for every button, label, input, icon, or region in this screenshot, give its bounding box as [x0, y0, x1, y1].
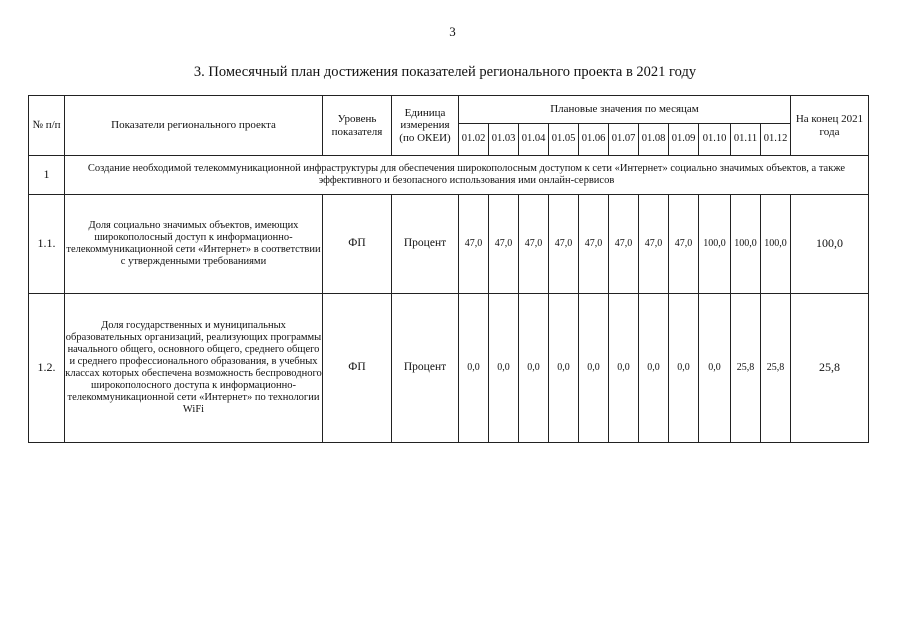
month-value: 100,0: [761, 195, 791, 294]
month-value: 47,0: [459, 195, 489, 294]
month-header: 01.09: [669, 124, 699, 156]
month-value: 0,0: [489, 294, 519, 443]
month-value: 0,0: [579, 294, 609, 443]
month-value: 0,0: [549, 294, 579, 443]
indicator-unit: Процент: [392, 294, 459, 443]
year-end-value: 25,8: [791, 294, 869, 443]
header-indicator: Показатели регионального проекта: [65, 96, 323, 156]
month-header: 01.12: [761, 124, 791, 156]
month-value: 47,0: [669, 195, 699, 294]
month-value: 25,8: [731, 294, 761, 443]
month-value: 47,0: [489, 195, 519, 294]
row-number: 1.2.: [29, 294, 65, 443]
indicator-name: Доля социально значимых объектов, имеющих широкополосный доступ к информационно-телекоммуникационной сети «Интернет» в соответствии с утвержденными требованиями: [65, 195, 323, 294]
month-value: 0,0: [669, 294, 699, 443]
month-value: 47,0: [609, 195, 639, 294]
month-value: 47,0: [519, 195, 549, 294]
month-value: 47,0: [549, 195, 579, 294]
indicators-plan-table: [28, 95, 869, 443]
month-header: 01.07: [609, 124, 639, 156]
indicator-level: ФП: [323, 195, 392, 294]
table-row: [29, 195, 869, 294]
month-value: 25,8: [761, 294, 791, 443]
month-value: 0,0: [459, 294, 489, 443]
month-header: 01.03: [489, 124, 519, 156]
header-monthly-plan: Плановые значения по месяцам: [459, 96, 791, 124]
month-header: 01.05: [549, 124, 579, 156]
table-row: [29, 294, 869, 443]
document-title: 3. Помесячный план достижения показателей регионального проекта в 2021 году: [193, 64, 697, 80]
month-value: 0,0: [609, 294, 639, 443]
month-value: 0,0: [639, 294, 669, 443]
header-year-end: На конец 2021 года: [791, 96, 869, 156]
month-header: 01.04: [519, 124, 549, 156]
month-value: 47,0: [639, 195, 669, 294]
month-value: 100,0: [699, 195, 731, 294]
month-header: 01.06: [579, 124, 609, 156]
header-number: № п/п: [29, 96, 65, 156]
indicator-level: ФП: [323, 294, 392, 443]
indicator-name: Доля государственных и муниципальных образовательных организаций, реализующих программы начального общего, основного общего, среднего общего и среднего профессионального образования, в учебных классах которых обеспечена возможность беспроводного широкополосного доступа к информационно-телекоммуникационной сети «Интернет» по технологии WiFi: [65, 294, 323, 443]
year-end-value: 100,0: [791, 195, 869, 294]
month-value: 0,0: [699, 294, 731, 443]
section-row: [29, 156, 869, 195]
header-unit: Единица измерения (по ОКЕИ): [392, 96, 459, 156]
section-number: 1: [29, 156, 65, 195]
month-header: 01.08: [639, 124, 669, 156]
month-header: 01.11: [731, 124, 761, 156]
row-number: 1.1.: [29, 195, 65, 294]
header-level: Уровень показателя: [323, 96, 392, 156]
month-value: 47,0: [579, 195, 609, 294]
month-value: 100,0: [731, 195, 761, 294]
month-value: 0,0: [519, 294, 549, 443]
page-number: 3: [449, 24, 456, 39]
indicator-unit: Процент: [392, 195, 459, 294]
month-header: 01.02: [459, 124, 489, 156]
month-header: 01.10: [699, 124, 731, 156]
section-title: Создание необходимой телекоммуникационной инфраструктуры для обеспечения широкополосным доступом к сети «Интернет» социально значимых объектов, а также эффективного и безопасного использования ими онлайн-сервисов: [65, 156, 869, 195]
